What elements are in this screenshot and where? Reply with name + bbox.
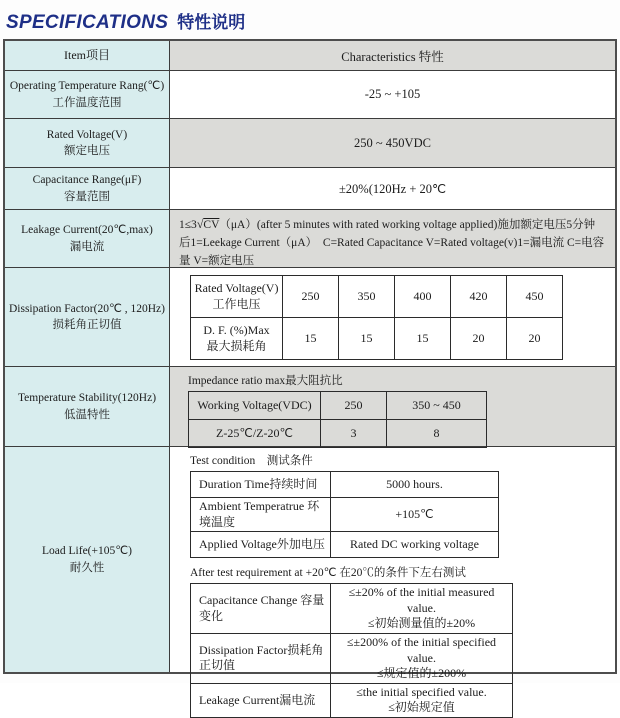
test-row-label: Applied Voltage外加电压 bbox=[191, 532, 331, 558]
header-item-cell: Item项目 bbox=[5, 41, 170, 70]
after-row-label: Dissipation Factor损耗角正切值 bbox=[191, 633, 331, 683]
temperature-stability-content bbox=[170, 367, 615, 448]
dissipation-inner-table bbox=[190, 275, 563, 360]
after-test-caption: After test requirement at +20℃ 在20℃的条件下左右测试 bbox=[190, 567, 466, 580]
specifications-table bbox=[3, 39, 617, 715]
row-rated-voltage bbox=[5, 118, 615, 167]
label-en: Temperature Stability(120Hz) bbox=[17, 392, 157, 405]
leakage-formula bbox=[170, 210, 615, 274]
label-en: Leakage Current(20℃,max) bbox=[21, 224, 153, 237]
working-voltage-header: Working Voltage(VDC) bbox=[189, 392, 321, 420]
table-row bbox=[191, 318, 563, 360]
row-temperature-stability bbox=[5, 366, 615, 446]
radical-sign: √ bbox=[196, 217, 204, 231]
after-row-label: Leakage Current漏电流 bbox=[191, 683, 331, 717]
row-leakage-current bbox=[5, 209, 615, 267]
temperature-stability-label bbox=[5, 367, 170, 446]
voltage-col-350-450: 350 ~ 450 bbox=[387, 392, 487, 420]
operating-temperature-label bbox=[5, 71, 170, 118]
page-title bbox=[0, 0, 620, 34]
after-row-value bbox=[331, 633, 513, 683]
rated-voltage-label bbox=[5, 119, 170, 167]
test-condition-caption: Test condition 测试条件 bbox=[190, 455, 313, 467]
label-zh: 工作电压 bbox=[212, 296, 261, 311]
temperature-stability-value bbox=[170, 367, 615, 446]
row-capacitance-range bbox=[5, 167, 615, 209]
impedance-ratio-caption: Impedance ratio max最大阻抗比 bbox=[188, 375, 343, 387]
label-zh: 低温特性 bbox=[64, 408, 110, 421]
rated-voltage-value: 250 ~ 450VDC bbox=[170, 119, 615, 167]
value-line-1: ≤±20% of the initial measured value. bbox=[348, 585, 495, 615]
test-row-value: +105℃ bbox=[331, 498, 499, 532]
label-zh: 工作温度范围 bbox=[52, 96, 122, 109]
df-value-cell: 15 bbox=[395, 318, 451, 360]
after-row-value bbox=[331, 584, 513, 634]
row-operating-temperature bbox=[5, 70, 615, 118]
table-row bbox=[191, 683, 513, 717]
value-line-2: ≤初始规定值 bbox=[388, 700, 455, 715]
voltage-cell: 420 bbox=[451, 276, 507, 318]
operating-temperature-value: -25 ~ +105 bbox=[364, 87, 421, 101]
row-load-life bbox=[5, 446, 615, 715]
row-dissipation-factor bbox=[5, 267, 615, 366]
page-title-en: SPECIFICATIONS bbox=[6, 12, 169, 33]
impedance-value-250: 3 bbox=[321, 420, 387, 448]
value-line-2: ≤规定值的±200% bbox=[376, 666, 467, 681]
voltage-col-250: 250 bbox=[321, 392, 387, 420]
test-row-value: Rated DC working voltage bbox=[331, 532, 499, 558]
label-zh: 漏电流 bbox=[69, 240, 105, 253]
label-zh: 损耗角正切值 bbox=[52, 319, 122, 331]
test-condition-table bbox=[190, 471, 499, 558]
label-en: Capacitance Range(μF) bbox=[32, 174, 142, 187]
df-value-cell: 15 bbox=[283, 318, 339, 360]
formula-rest: （μA）(after 5 minutes with rated working voltage applied)施加额定电压5分钟后1=Leekage Current（μA） C=Rated Capacitance V=Rated voltage(v)1=漏电流 C=电容量 V=额定电压 bbox=[179, 219, 605, 267]
leakage-current-value bbox=[170, 210, 615, 267]
table-row bbox=[189, 420, 487, 448]
table-row bbox=[191, 276, 563, 318]
label-zh: 容量范围 bbox=[64, 190, 110, 203]
voltage-cell: 450 bbox=[507, 276, 563, 318]
impedance-row-header: Z-25℃/Z-20℃ bbox=[189, 420, 321, 448]
capacitance-range-value: ±20%(120Hz + 20℃ bbox=[338, 181, 447, 196]
table-row bbox=[191, 532, 499, 558]
dissipation-factor-value bbox=[170, 268, 615, 366]
label-zh: 额定电压 bbox=[64, 145, 110, 157]
df-value-cell: 20 bbox=[507, 318, 563, 360]
label-zh: 耐久性 bbox=[69, 561, 105, 574]
value-line-1: ≤±200% of the initial specified value. bbox=[346, 634, 497, 665]
table-row bbox=[189, 392, 487, 420]
table-row bbox=[191, 498, 499, 532]
table-header-row bbox=[5, 41, 615, 70]
after-row-label: Capacitance Change 容量变化 bbox=[191, 584, 331, 634]
label-en: Rated Voltage(V) bbox=[46, 128, 128, 141]
dissipation-factor-label bbox=[5, 268, 170, 366]
df-row-header bbox=[191, 318, 283, 360]
table-row bbox=[191, 633, 513, 683]
label-zh: 最大损耗角 bbox=[206, 338, 267, 353]
load-life-value bbox=[170, 447, 615, 715]
df-value-cell: 20 bbox=[451, 318, 507, 360]
label-en: D. F. (%)Max bbox=[203, 322, 270, 337]
capacitance-range-label bbox=[5, 168, 170, 209]
voltage-cell: 250 bbox=[283, 276, 339, 318]
label-en: Rated Voltage(V) bbox=[194, 280, 279, 295]
label-en: Dissipation Factor(20℃ , 120Hz) bbox=[8, 302, 165, 315]
impedance-value-350-450: 8 bbox=[387, 420, 487, 448]
header-characteristics-cell: Characteristics 特性 bbox=[170, 41, 615, 70]
voltage-cell: 350 bbox=[339, 276, 395, 318]
label-en: Load Life(+105℃) bbox=[42, 545, 132, 558]
formula-root: CV bbox=[203, 219, 220, 231]
test-row-label: Ambient Temperatrue 环境温度 bbox=[191, 498, 331, 532]
load-life-content bbox=[170, 447, 615, 718]
page-title-zh: 特性说明 bbox=[177, 13, 246, 32]
test-row-label: Duration Time持续时间 bbox=[191, 472, 331, 498]
after-row-value bbox=[331, 683, 513, 717]
load-life-label bbox=[5, 447, 170, 672]
leakage-current-label bbox=[5, 210, 170, 267]
voltage-cell: 400 bbox=[395, 276, 451, 318]
table-row bbox=[191, 472, 499, 498]
temperature-inner-table bbox=[188, 391, 487, 448]
value-line-2: ≤初始测量值的±20% bbox=[367, 616, 476, 631]
formula-prefix: 1≤3 bbox=[179, 219, 197, 231]
diss-col-header bbox=[191, 276, 283, 318]
table-row bbox=[191, 584, 513, 634]
after-test-table bbox=[190, 583, 513, 718]
label-en: Operating Temperature Rang(℃) bbox=[9, 80, 165, 93]
value-line-1: ≤the initial specified value. bbox=[356, 684, 487, 699]
df-value-cell: 15 bbox=[339, 318, 395, 360]
test-row-value: 5000 hours. bbox=[331, 472, 499, 498]
